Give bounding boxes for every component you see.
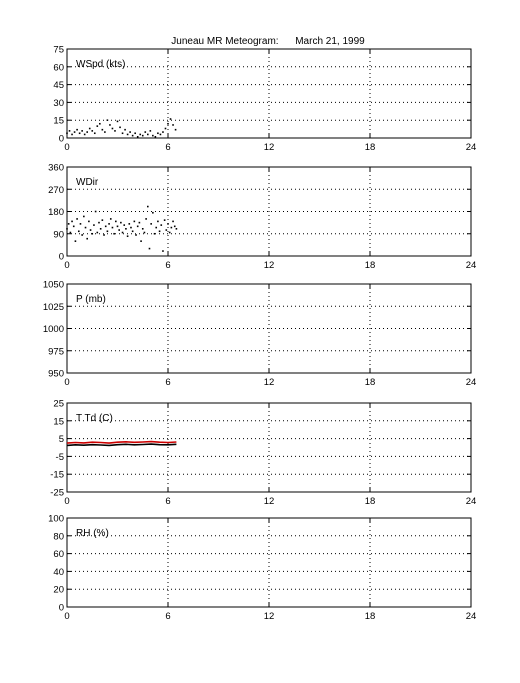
panel-label: WDir xyxy=(76,177,99,188)
y-tick-label: -25 xyxy=(50,487,64,499)
x-tick-label: 24 xyxy=(465,496,477,507)
data-point xyxy=(150,130,152,132)
data-point xyxy=(71,221,73,223)
y-tick-label: 0 xyxy=(58,133,64,145)
data-point xyxy=(105,226,107,228)
data-point xyxy=(102,129,104,131)
data-point xyxy=(176,228,178,230)
data-point xyxy=(79,132,81,134)
x-tick-label: 18 xyxy=(364,611,376,622)
y-tick-label: 180 xyxy=(48,207,64,218)
y-tick-label: 100 xyxy=(48,513,64,525)
data-point xyxy=(145,218,147,220)
chart-panel-3 xyxy=(50,399,476,508)
data-point xyxy=(117,226,119,228)
data-point xyxy=(90,229,92,231)
data-point xyxy=(144,232,146,234)
data-point xyxy=(140,240,142,242)
y-tick-label: 60 xyxy=(53,62,64,74)
data-point xyxy=(150,223,152,225)
data-point xyxy=(155,227,157,229)
data-point xyxy=(99,123,101,125)
data-point xyxy=(109,124,111,126)
x-tick-label: 24 xyxy=(465,260,477,271)
data-point xyxy=(139,134,141,136)
data-point xyxy=(172,221,174,223)
y-tick-label: 0 xyxy=(58,602,64,614)
data-point xyxy=(144,131,146,133)
data-point xyxy=(159,230,161,232)
y-tick-label: -5 xyxy=(55,451,64,463)
data-point xyxy=(83,216,85,218)
chart-panel-1 xyxy=(48,163,476,272)
y-tick-label: 45 xyxy=(53,80,64,92)
y-tick-label: 1025 xyxy=(42,301,64,313)
data-point xyxy=(147,206,149,208)
x-tick-label: 12 xyxy=(263,496,275,507)
data-point xyxy=(66,132,68,134)
data-point xyxy=(112,227,114,229)
data-point xyxy=(122,232,124,234)
data-point xyxy=(171,227,173,229)
y-tick-label: 90 xyxy=(53,229,64,241)
x-tick-label: 12 xyxy=(263,260,275,271)
data-point xyxy=(70,232,72,234)
data-point xyxy=(108,223,110,225)
data-point xyxy=(107,119,109,121)
data-point xyxy=(139,222,141,224)
data-point xyxy=(142,135,144,137)
x-tick-label: 12 xyxy=(263,611,275,622)
y-tick-label: 1050 xyxy=(42,279,64,291)
data-point xyxy=(75,240,77,242)
x-tick-label: 18 xyxy=(364,260,376,271)
data-point xyxy=(100,228,102,230)
data-point xyxy=(71,134,73,136)
x-tick-label: 24 xyxy=(465,611,477,622)
x-tick-label: 0 xyxy=(64,142,70,153)
data-point xyxy=(164,219,166,221)
data-point xyxy=(134,132,136,134)
data-point xyxy=(86,238,88,240)
y-tick-label: 360 xyxy=(48,162,64,174)
data-point xyxy=(160,224,162,226)
data-point xyxy=(97,232,99,234)
x-tick-label: 12 xyxy=(263,377,275,388)
x-tick-label: 6 xyxy=(165,611,171,622)
data-point xyxy=(147,134,149,136)
y-tick-label: 80 xyxy=(53,531,64,543)
y-tick-label: 40 xyxy=(53,566,64,578)
data-point xyxy=(142,228,144,230)
data-point xyxy=(112,128,114,130)
data-point xyxy=(160,134,162,136)
x-tick-label: 0 xyxy=(64,377,70,388)
data-point xyxy=(170,118,172,120)
y-tick-label: 20 xyxy=(53,584,64,596)
data-point xyxy=(113,233,115,235)
data-point xyxy=(98,222,100,224)
data-point xyxy=(152,135,154,137)
data-point xyxy=(91,130,93,132)
data-point xyxy=(130,227,132,229)
data-point xyxy=(84,134,86,136)
data-point xyxy=(122,132,124,134)
data-point xyxy=(78,230,80,232)
data-point xyxy=(94,132,96,134)
data-point xyxy=(129,131,131,133)
data-point xyxy=(80,223,82,225)
data-point xyxy=(107,230,109,232)
data-point xyxy=(127,134,129,136)
panels xyxy=(43,45,476,623)
data-point xyxy=(68,223,70,225)
data-point xyxy=(132,230,134,232)
data-point xyxy=(162,131,164,133)
data-point xyxy=(123,224,125,226)
data-point xyxy=(119,127,121,129)
data-point xyxy=(172,124,174,126)
panel-label: P (mb) xyxy=(76,294,106,305)
data-point xyxy=(152,212,154,214)
data-point xyxy=(132,135,134,137)
data-point xyxy=(81,234,83,236)
data-point xyxy=(154,233,156,235)
data-point xyxy=(110,218,112,220)
data-point xyxy=(124,129,126,131)
data-point xyxy=(104,131,106,133)
x-tick-label: 12 xyxy=(263,142,275,153)
data-point xyxy=(128,223,130,225)
x-tick-label: 6 xyxy=(165,377,171,388)
x-tick-label: 6 xyxy=(165,260,171,271)
x-tick-label: 0 xyxy=(64,260,70,271)
data-point xyxy=(120,222,122,224)
y-tick-label: 270 xyxy=(48,184,64,196)
data-point xyxy=(125,228,127,230)
data-point xyxy=(103,234,105,236)
data-point xyxy=(115,221,117,223)
x-tick-label: 24 xyxy=(465,377,477,388)
y-tick-label: 75 xyxy=(53,44,64,56)
y-tick-label: 25 xyxy=(53,398,64,410)
data-point xyxy=(95,211,97,213)
panel-label: WSpd (kts) xyxy=(76,59,126,70)
data-point xyxy=(167,123,169,125)
y-tick-label: 15 xyxy=(53,115,64,127)
data-point xyxy=(137,136,139,138)
data-point xyxy=(157,221,159,223)
chart-panel-0 xyxy=(53,45,476,154)
y-tick-label: 975 xyxy=(48,346,64,358)
data-point xyxy=(157,132,159,134)
y-tick-label: 950 xyxy=(48,368,64,380)
data-point xyxy=(162,250,164,252)
data-point xyxy=(88,221,90,223)
data-point xyxy=(127,235,129,237)
data-point xyxy=(86,131,88,133)
data-point xyxy=(166,229,168,231)
x-tick-label: 6 xyxy=(165,496,171,507)
data-point xyxy=(169,232,171,234)
x-tick-label: 18 xyxy=(364,496,376,507)
panel-label: RH (%) xyxy=(76,528,109,539)
data-point xyxy=(66,228,68,230)
x-tick-label: 18 xyxy=(364,142,376,153)
x-tick-label: 0 xyxy=(64,611,70,622)
data-point xyxy=(155,136,157,138)
data-point xyxy=(76,129,78,131)
data-point xyxy=(149,248,151,250)
data-point xyxy=(118,229,120,231)
y-tick-label: -15 xyxy=(50,469,64,481)
data-point xyxy=(73,226,75,228)
data-point xyxy=(74,131,76,133)
data-point xyxy=(134,221,136,223)
data-point xyxy=(117,121,119,123)
data-point xyxy=(76,218,78,220)
data-point xyxy=(165,128,167,130)
y-tick-label: 1000 xyxy=(42,324,64,335)
data-point xyxy=(69,130,71,132)
chart-panel-2 xyxy=(43,280,476,389)
panel-label: T Td (C) xyxy=(76,413,113,424)
y-tick-label: 60 xyxy=(53,549,64,561)
data-point xyxy=(91,233,93,235)
data-point xyxy=(135,234,137,236)
x-tick-label: 18 xyxy=(364,377,376,388)
data-point xyxy=(97,125,99,127)
chart-panel-4 xyxy=(48,514,476,623)
data-point xyxy=(102,219,104,221)
data-point xyxy=(93,224,95,226)
y-tick-label: 5 xyxy=(58,434,64,446)
data-point xyxy=(174,226,176,228)
data-point xyxy=(114,130,116,132)
x-tick-label: 24 xyxy=(465,142,477,153)
data-point xyxy=(81,130,83,132)
y-tick-label: 30 xyxy=(53,97,64,109)
x-tick-label: 6 xyxy=(165,142,171,153)
data-point xyxy=(137,226,139,228)
figure-title: Juneau MR Meteogram: March 21, 1999 xyxy=(171,36,365,47)
data-point xyxy=(89,128,91,130)
y-tick-label: 15 xyxy=(53,416,64,428)
data-point xyxy=(85,227,87,229)
x-tick-label: 0 xyxy=(64,496,70,507)
data-point xyxy=(167,223,169,225)
y-tick-label: 0 xyxy=(58,251,64,263)
data-point xyxy=(175,129,177,131)
